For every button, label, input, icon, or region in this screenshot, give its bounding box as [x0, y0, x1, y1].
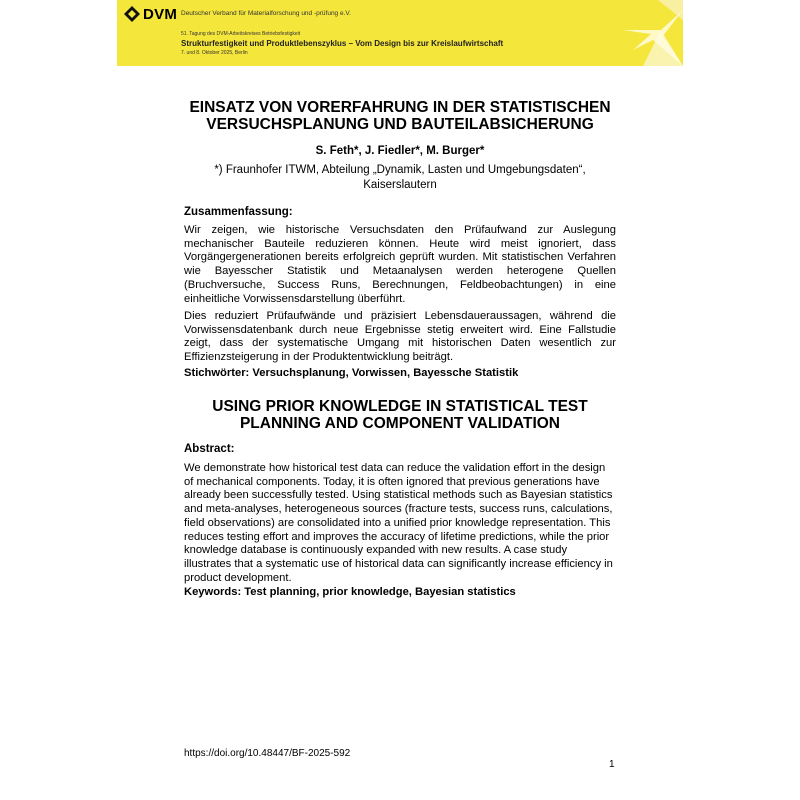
dvm-logo-icon [124, 6, 140, 22]
summary-de-paragraph-2: Dies reduziert Prüfaufwände und präzisiert Lebensdaueraussagen, während die Vorwissensdatenbank durch neue Ergebnisse stetig erweitert wird. Eine Fallstudie zeigt, dass der systematische Umgang mit historischen Daten wesentlich zur Effizienzsteigerung in der Produktentwicklung beiträgt. [184, 310, 616, 364]
title-english [157, 398, 643, 432]
title-en-line2: PLANNING AND COMPONENT VALIDATION [239, 415, 561, 432]
title-de-line2: VERSUCHSPLANUNG UND BAUTEILABSICHERUNG [206, 116, 594, 133]
logo-text: DVM [143, 5, 178, 23]
conference-header [117, 0, 683, 66]
page-number: 1 [609, 759, 615, 770]
keywords-de: Stichwörter: Versuchsplanung, Vorwissen, Bayessche Statistik [184, 367, 519, 379]
doi-link[interactable]: https://doi.org/10.48447/BF-2025-592 [184, 748, 351, 759]
summary-de-paragraph-1: Wir zeigen, wie historische Versuchsdaten den Prüfaufwand zur Auslegung mechanischer Bauteile reduzieren können. Heute wird meist ignoriert, dass Vorgängergenerationen bereits erfolgreich geprüft wurden. Mit statistischen Verfahren wie Bayesscher Statistik und Metaanalysen werden heterogene Quellen (Bruchversuche, Success Runs, Berechnungen, Feldbeobachtungen) in eine einheitliche Vorwissensdarstellung überführt. [184, 224, 616, 305]
star-decoration-icon [603, 0, 683, 66]
conference-date: 7. und 8. Oktober 2025, Berlin [181, 50, 248, 56]
affiliation: *) Fraunhofer ITWM, Abteilung „Dynamik, Lasten und Umgebungsdaten“, Kaiserslautern [214, 164, 586, 191]
conference-title: Strukturfestigkeit und Produktlebenszyklus – Vom Design bis zur Kreislaufwirtschaft [181, 39, 504, 48]
abstract-en-paragraph: We demonstrate how historical test data can reduce the validation effort in the design of mechanical components. Today, it is often ignored that previous generations have already been successfully tested. Using statistical methods such as Bayesian statistics and meta-analyses, heterogeneous sources (fracture tests, success runs, calculations, field observations) are consolidated into a unified prior knowledge representation. This reduces testing effort and improves the accuracy of lifetime predictions, while the prior knowledge database is continuously expanded with new results. A case study illustrates that a systematic use of historical data can significantly increase efficiency in product development. [184, 462, 613, 584]
paper-page [117, 0, 683, 800]
title-de-line1: EINSATZ VON VORERFAHRUNG IN DER STATISTISCHEN [189, 99, 611, 116]
conference-series: 51. Tagung des DVM-Arbeitskreises Betriebsfestigkeit [181, 31, 301, 37]
keywords-en: Keywords: Test planning, prior knowledge, Bayesian statistics [184, 586, 516, 598]
title-german [157, 99, 643, 133]
abstract-heading-en: Abstract: [184, 443, 235, 455]
title-en-line1: USING PRIOR KNOWLEDGE IN STATISTICAL TEST [212, 398, 588, 415]
dvm-logo [124, 6, 177, 22]
authors: S. Feth*, J. Fiedler*, M. Burger* [315, 145, 485, 157]
organization-name: Deutscher Verband für Materialforschung und -prüfung e.V. [181, 10, 351, 17]
summary-heading-de: Zusammenfassung: [184, 206, 293, 218]
